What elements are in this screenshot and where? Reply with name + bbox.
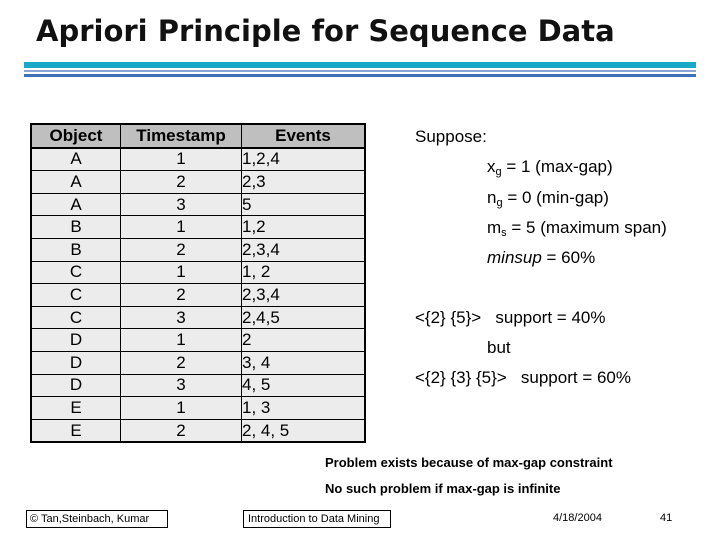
- cell-object: D: [31, 351, 121, 374]
- table-row: [31, 171, 365, 194]
- ms-value: = 5 (maximum span): [506, 218, 667, 237]
- cell-timestamp: 1: [121, 397, 242, 420]
- table-row: [31, 329, 365, 352]
- xg-variable: x: [487, 157, 496, 176]
- header-events: Events: [242, 124, 366, 148]
- sequence-table: [30, 123, 366, 443]
- table-row: [31, 351, 365, 374]
- footer-copyright: © Tan,Steinbach, Kumar: [26, 510, 168, 528]
- minsup-line: [487, 248, 595, 268]
- ms-subscript: s: [501, 227, 507, 239]
- cell-events: 4, 5: [242, 374, 366, 397]
- cell-timestamp: 1: [121, 329, 242, 352]
- note-infinite-max-gap: No such problem if max-gap is infinite: [325, 481, 561, 496]
- cell-timestamp: 1: [121, 148, 242, 171]
- sequence-2-3-5-support: <{2} {3} {5}> support = 60%: [415, 368, 632, 387]
- cell-timestamp: 2: [121, 419, 242, 442]
- ng-subscript: g: [496, 197, 503, 209]
- table-row: [31, 193, 365, 216]
- xg-subscript: g: [495, 166, 502, 178]
- sequence-2-5-support: <{2} {5}> support = 40%: [415, 308, 606, 327]
- but-label: but: [487, 338, 511, 357]
- cell-timestamp: 2: [121, 238, 242, 261]
- cell-events: 2,3,4: [242, 238, 366, 261]
- table-row: [31, 238, 365, 261]
- max-span-line: [487, 218, 667, 239]
- header-object: Object: [31, 124, 121, 148]
- max-gap-line: [487, 157, 613, 178]
- cell-object: E: [31, 419, 121, 442]
- table-row: [31, 216, 365, 239]
- cell-events: 2,4,5: [242, 306, 366, 329]
- title-rule-middle: [24, 70, 696, 72]
- ng-variable: n: [487, 188, 497, 207]
- cell-timestamp: 2: [121, 171, 242, 194]
- cell-events: 2, 4, 5: [242, 419, 366, 442]
- cell-events: 2,3,4: [242, 284, 366, 307]
- table-body: [31, 148, 365, 443]
- cell-object: C: [31, 306, 121, 329]
- cell-object: C: [31, 284, 121, 307]
- note-max-gap-problem: Problem exists because of max-gap constraint: [325, 455, 613, 470]
- table-row: [31, 374, 365, 397]
- ms-variable: m: [487, 218, 502, 237]
- cell-object: D: [31, 374, 121, 397]
- table-row: [31, 284, 365, 307]
- cell-timestamp: 1: [121, 261, 242, 284]
- cell-object: A: [31, 171, 121, 194]
- minsup-value: = 60%: [541, 248, 596, 267]
- title-rule-top: [24, 62, 696, 68]
- cell-events: 1,2: [242, 216, 366, 239]
- cell-timestamp: 3: [121, 374, 242, 397]
- header-timestamp: Timestamp: [121, 124, 242, 148]
- cell-timestamp: 3: [121, 193, 242, 216]
- cell-timestamp: 1: [121, 216, 242, 239]
- table-row: [31, 397, 365, 420]
- footer-page-number: 41: [660, 512, 673, 524]
- title-rule-bottom: [24, 74, 696, 77]
- footer-date: 4/18/2004: [553, 512, 602, 524]
- cell-object: B: [31, 216, 121, 239]
- footer-course: Introduction to Data Mining: [243, 510, 391, 528]
- cell-object: A: [31, 193, 121, 216]
- cell-object: B: [31, 238, 121, 261]
- suppose-label: Suppose:: [415, 127, 487, 146]
- cell-events: 1,2,4: [242, 148, 366, 171]
- table-row: [31, 419, 365, 442]
- cell-events: 3, 4: [242, 351, 366, 374]
- cell-timestamp: 2: [121, 351, 242, 374]
- cell-object: E: [31, 397, 121, 420]
- cell-events: 1, 3: [242, 397, 366, 420]
- table-row: [31, 306, 365, 329]
- cell-timestamp: 3: [121, 306, 242, 329]
- cell-events: 5: [242, 193, 366, 216]
- minsup-label: minsup: [487, 248, 542, 267]
- table-row: [31, 261, 365, 284]
- cell-events: 2: [242, 329, 366, 352]
- cell-timestamp: 2: [121, 284, 242, 307]
- cell-object: A: [31, 148, 121, 171]
- cell-events: 1, 2: [242, 261, 366, 284]
- cell-object: D: [31, 329, 121, 352]
- table-row: [31, 148, 365, 171]
- ng-value: = 0 (min-gap): [502, 188, 609, 207]
- min-gap-line: [487, 188, 609, 209]
- slide-title: Apriori Principle for Sequence Data: [36, 14, 615, 48]
- cell-events: 2,3: [242, 171, 366, 194]
- table-header-row: [31, 124, 365, 148]
- cell-object: C: [31, 261, 121, 284]
- xg-value: = 1 (max-gap): [501, 157, 613, 176]
